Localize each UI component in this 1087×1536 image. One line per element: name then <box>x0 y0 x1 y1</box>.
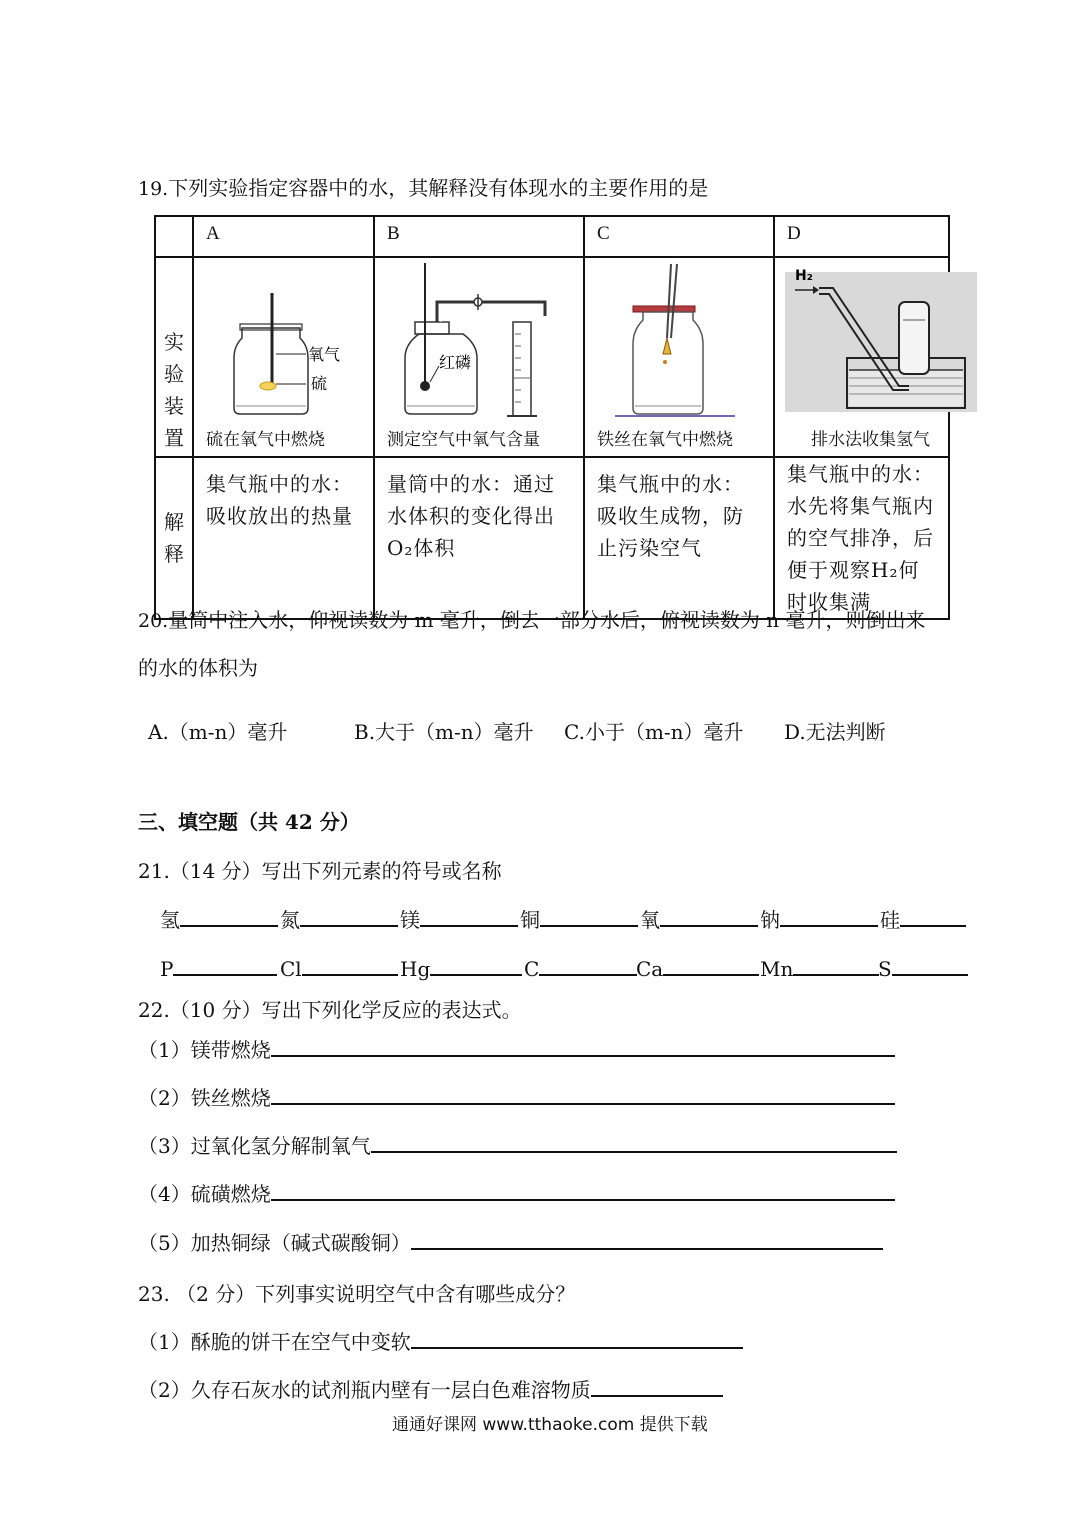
q21-blank[interactable] <box>900 905 966 927</box>
q21-blank[interactable] <box>892 954 968 976</box>
q23-item-2: （2）久存石灰水的试剂瓶内壁有一层白色难溶物质 <box>138 1374 723 1403</box>
q21-row1-item-4: 氧 <box>640 904 758 933</box>
q19-explain-d: 集气瓶中的水： 水先将集气瓶内的空气排净，后便于观察H₂何时收集满 <box>774 457 949 619</box>
q19-text: 下列实验指定容器中的水，其解释没有体现水的主要作用的是 <box>168 176 709 200</box>
q19-header-row <box>155 216 949 257</box>
q20-stem-line2: 的水的体积为 <box>138 656 258 680</box>
q19-header-empty <box>155 216 193 257</box>
label-sulfur: 硫 <box>311 374 328 393</box>
q21-row1-item-5: 钠 <box>760 904 878 933</box>
q19-col-b: B <box>374 216 584 257</box>
q22-item-5: （5）加热铜绿（碱式碳酸铜） <box>138 1227 883 1256</box>
q22-item-4: （4）硫磺燃烧 <box>138 1178 895 1207</box>
q19-col-a: A <box>193 216 374 257</box>
q20-option-a: A.（m-n）毫升 <box>148 720 288 744</box>
q22-answer-line[interactable] <box>411 1228 883 1250</box>
q21-row2-item-4: Ca <box>636 954 759 981</box>
q21-blank[interactable] <box>430 954 522 976</box>
q19-device-row <box>155 257 949 457</box>
page-footer: 通通好课网 www.tthaoke.com 提供下载 <box>392 1415 708 1435</box>
q22-answer-line[interactable] <box>371 1131 897 1153</box>
q19-pic-a <box>193 257 374 457</box>
q21-blank[interactable] <box>300 905 398 927</box>
q20-stem-line1 <box>138 604 926 633</box>
q19-explain-b: 量筒中的水：通过水体积的变化得出O₂体积 <box>374 457 584 619</box>
caption-a: 硫在氧气中燃烧 <box>206 430 325 450</box>
q21-row2-item-0: P <box>160 954 277 981</box>
label-red-phosphorus: 红磷 <box>439 353 472 372</box>
caption-d: 排水法收集氢气 <box>811 430 930 450</box>
q21-blank[interactable] <box>539 954 637 976</box>
q21-row1-item-3: 铜 <box>520 904 638 933</box>
q21-blank[interactable] <box>302 954 398 976</box>
q19-row-explain-label: 解释 <box>155 457 193 619</box>
section3-title: 三、填空题（共 42 分） <box>138 810 360 834</box>
q19-pic-c <box>584 257 774 457</box>
q20-option-c: C.小于（m-n）毫升 <box>564 720 744 744</box>
q19-explain-c: 集气瓶中的水：吸收生成物，防止污染空气 <box>584 457 774 619</box>
q21-blank[interactable] <box>180 905 278 927</box>
q19-row-device-label: 实验装置 <box>155 257 193 457</box>
caption-b: 测定空气中氧气含量 <box>387 430 540 450</box>
q19-explain-a: 集气瓶中的水：吸收放出的热量 <box>193 457 374 619</box>
q21-row2-item-5: Mn <box>760 954 879 981</box>
q21-stem: 21.（14 分）写出下列元素的符号或名称 <box>138 859 502 883</box>
q19-table <box>154 215 950 620</box>
label-h2: H₂ <box>795 268 813 284</box>
q21-row2-item-1: Cl <box>280 954 398 981</box>
q21-row2-item-2: Hg <box>400 954 522 981</box>
q20-number: 20. <box>138 610 169 632</box>
q19-stem <box>138 172 708 201</box>
q21-blank[interactable] <box>663 954 759 976</box>
q20-text1: 量筒中注入水，仰视读数为 m 毫升，倒去一部分水后，俯视读数为 n 毫升，则倒出来 <box>168 608 926 632</box>
label-oxygen: 氧气 <box>308 345 341 364</box>
q19-number: 19. <box>138 178 169 200</box>
q23-item-1: （1）酥脆的饼干在空气中变软 <box>138 1326 743 1355</box>
q20-option-d: D.无法判断 <box>784 720 886 744</box>
q19-explain-row <box>155 457 949 619</box>
q21-blank[interactable] <box>780 905 878 927</box>
caption-c: 铁丝在氧气中燃烧 <box>597 430 733 450</box>
q21-row2-item-3: C <box>524 954 637 981</box>
q19-col-d: D <box>774 216 949 257</box>
q22-answer-line[interactable] <box>271 1179 895 1201</box>
q22-item-2: （2）铁丝燃烧 <box>138 1082 895 1111</box>
q21-row1-item-0: 氢 <box>160 904 278 933</box>
q19-pic-b <box>374 257 584 457</box>
q22-answer-line[interactable] <box>271 1035 895 1057</box>
q21-blank[interactable] <box>420 905 518 927</box>
q21-row1-item-6: 硅 <box>880 904 966 933</box>
q19-col-c: C <box>584 216 774 257</box>
q19-pic-d <box>774 257 949 457</box>
q22-item-3: （3）过氧化氢分解制氧气 <box>138 1130 897 1159</box>
q23-answer-line[interactable] <box>591 1375 723 1397</box>
q21-blank[interactable] <box>540 905 638 927</box>
q21-blank[interactable] <box>173 954 277 976</box>
q20-option-b: B.大于（m-n）毫升 <box>354 720 534 744</box>
q22-answer-line[interactable] <box>271 1083 895 1105</box>
q21-row1-item-2: 镁 <box>400 904 518 933</box>
q21-blank[interactable] <box>660 905 758 927</box>
q21-row2-item-6: S <box>878 954 968 981</box>
q22-item-1: （1）镁带燃烧 <box>138 1034 895 1063</box>
q23-stem: 23. （2 分）下列事实说明空气中含有哪些成分？ <box>138 1282 576 1306</box>
q21-blank[interactable] <box>793 954 879 976</box>
q22-stem: 22.（10 分）写出下列化学反应的表达式。 <box>138 998 522 1022</box>
q21-row1-item-1: 氮 <box>280 904 398 933</box>
q23-answer-line[interactable] <box>411 1327 743 1349</box>
